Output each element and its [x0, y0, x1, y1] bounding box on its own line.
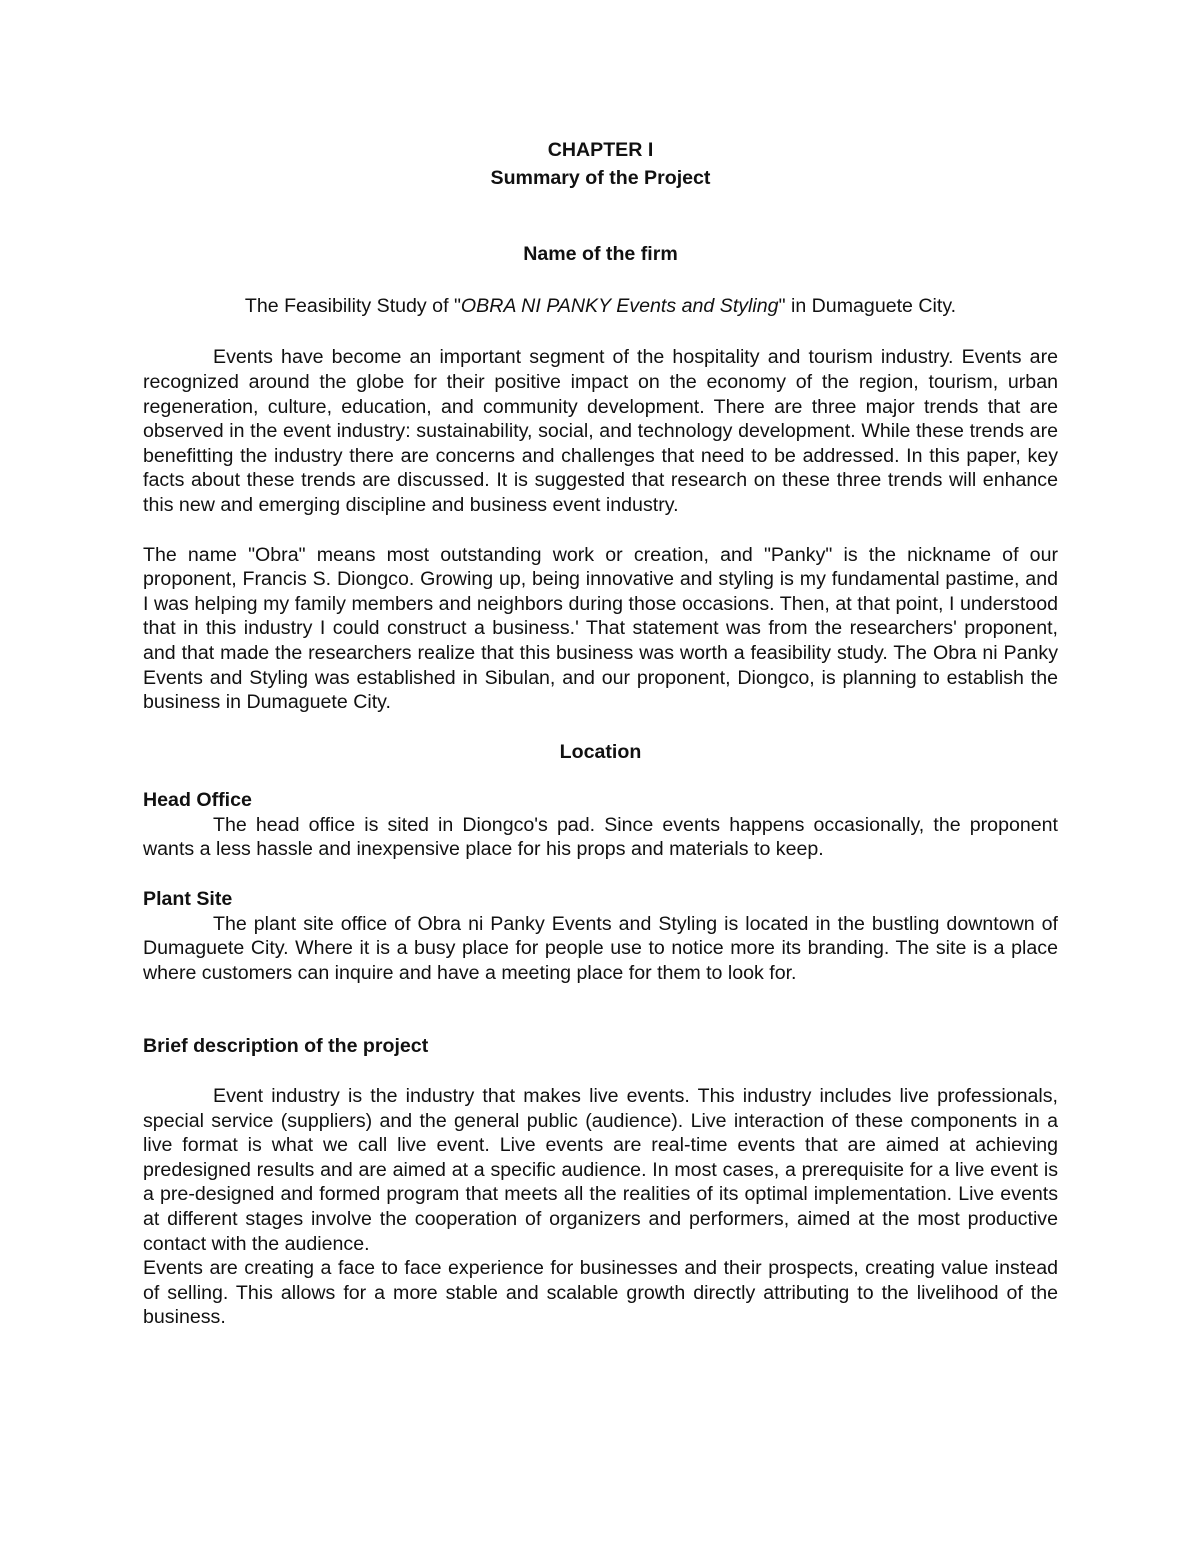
paragraph-events-industry: Events have become an important segment of the hospitality and tourism industry. Events are recognized around the globe for their positive impact on the economy of the region, tourism, urban regeneration, culture, education, and community development. There are three major trends that are observed in the event industry: sustainability, social, and technology development. While these trends are benefitting the industry there are concerns and challenges that need to be addressed. In this paper, key facts about these trends are discussed. It is suggested that research on these three trends will enhance this new and emerging discipline and business event industry.: [143, 346, 1058, 516]
paragraph-brief-description-2: Events are creating a face to face experience for businesses and their prospects, creating value instead of selling. This allows for a more stable and scalable growth directly attributing to the livelihood of the business.: [143, 1257, 1058, 1329]
document-page: [143, 138, 1058, 1330]
section-heading-name-of-firm: Name of the firm: [523, 243, 678, 266]
section-heading-brief-description: Brief description of the project: [143, 1035, 429, 1058]
firm-name-line: [143, 294, 1058, 319]
paragraph-plant-site: The plant site office of Obra ni Panky Events and Styling is located in the bustling downtown of Dumaguete City. Where it is a busy place for people use to notice more its branding. The site is a place where customers can inquire and have a meeting place for them to look for.: [143, 912, 1058, 984]
chapter-title: CHAPTER I: [547, 139, 654, 161]
firm-line-suffix: " in Dumaguete City.: [778, 294, 957, 317]
subheading-plant-site: Plant Site: [143, 888, 233, 911]
firm-name-italic: OBRA NI PANKY Events and Styling: [460, 294, 779, 317]
chapter-subtitle: Summary of the Project: [490, 166, 711, 189]
paragraph-brief-description-1: Event industry is the industry that makes live events. This industry includes live professionals, special service (suppliers) and the general public (audience). Live interaction of these components in a live format is what we call live event. Live events are real-time events that are aimed at achieving predesigned results and are aimed at a specific audience. In most cases, a prerequisite for a live event is a pre-designed and formed program that meets all the realities of its optimal implementation. Live events at different stages involve the cooperation of organizers and performers, aimed at the most productive contact with the audience.: [143, 1085, 1058, 1255]
section-heading-location: Location: [559, 740, 642, 763]
paragraph-name-origin: The name "Obra" means most outstanding work or creation, and "Panky" is the nickname of our proponent, Francis S. Diongco. Growing up, being innovative and styling is my fundamental pastime, and I was helping my family members and neighbors during those occasions. Then, at that point, I understood that in this industry I could construct a business.' That statement was from the researchers' proponent, and that made the researchers realize that this business was worth a feasibility study. The Obra ni Panky Events and Styling was established in Sibulan, and our proponent, Diongco, is planning to establish the business in Dumaguete City.: [143, 543, 1058, 714]
subheading-head-office: Head Office: [143, 789, 252, 812]
firm-line-prefix: The Feasibility Study of ": [244, 294, 461, 317]
paragraph-head-office: The head office is sited in Diongco's pad. Since events happens occasionally, the proponent wants a less hassle and inexpensive place for his props and materials to keep.: [143, 813, 1058, 861]
